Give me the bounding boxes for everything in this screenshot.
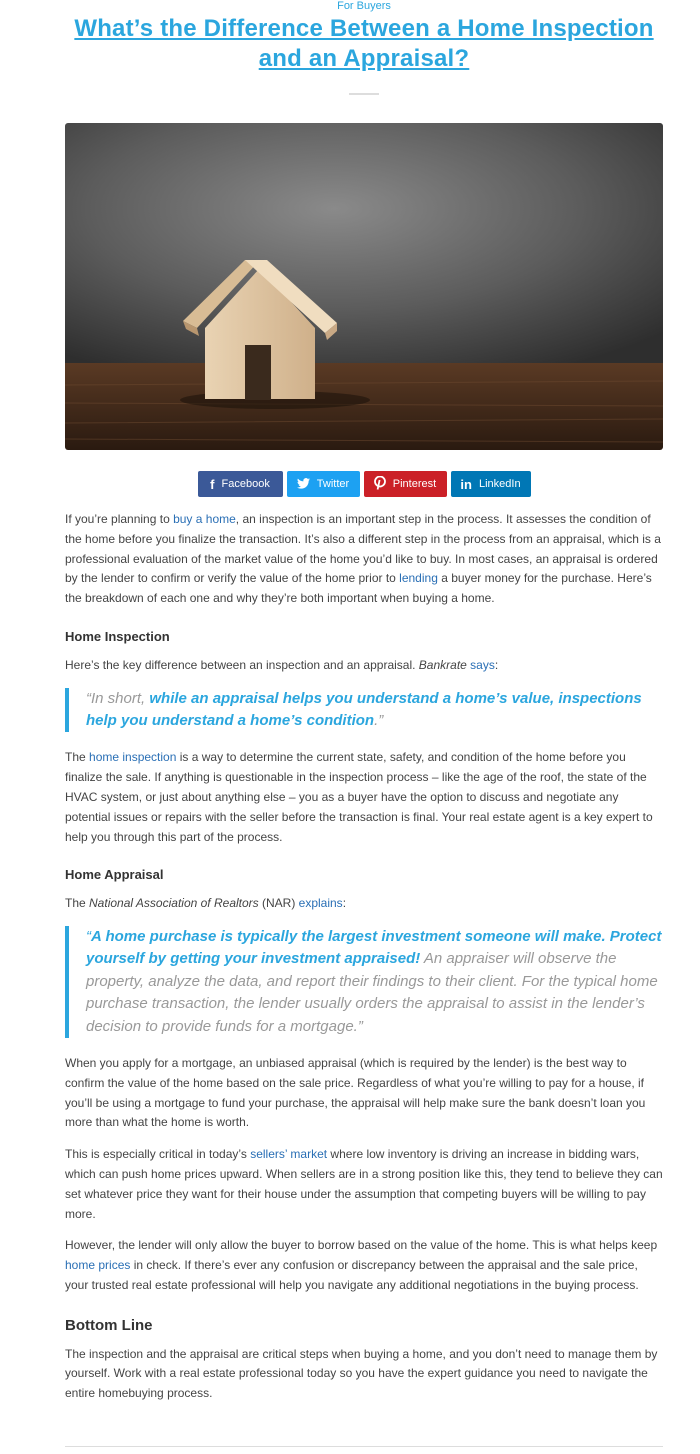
home-appraisal-heading: Home Appraisal bbox=[65, 867, 164, 883]
inspection-quote-highlight: while an appraisal helps you understand a home’s value, inspections help you understand a home’s condition bbox=[86, 689, 642, 729]
lending-link[interactable]: lending bbox=[399, 571, 438, 586]
facebook-share-button[interactable] bbox=[198, 471, 283, 497]
pinterest-share-label: Pinterest bbox=[392, 478, 437, 490]
home-inspection-link[interactable]: home inspection bbox=[89, 750, 177, 765]
facebook-share-label: Facebook bbox=[221, 478, 270, 490]
inspection-lead: Here’s the key difference between an inspection and an appraisal. Bankrate says: bbox=[65, 657, 499, 672]
bankrate-source: Bankrate bbox=[418, 657, 467, 672]
wooden-house-image bbox=[65, 123, 663, 450]
hero-image bbox=[65, 123, 663, 450]
inspection-body: The home inspection is a way to determine the current state, safety, and condition of the home before you finalize the sale. If anything is questionable in the inspection process – like the age of the roof, the state of the HVAC system, or just about anything else – you as a buyer have the option to discuss and negotiate any potential issues or repairs with the seller before the transaction is final. Your real estate agent is a key expert to help you through this part of the process. bbox=[65, 750, 653, 844]
footer-divider bbox=[65, 1446, 663, 1447]
pinterest-share-button[interactable] bbox=[364, 471, 447, 497]
appraisal-paragraph-3: However, the lender will only allow the buyer to borrow based on the value of the home. This is what helps keep home prices in check. If there’s ever any confusion or discrepancy between the appraisal and the sale price, your trusted real estate professional will help you navigate any additional negotiations in the buying process. bbox=[65, 1238, 658, 1292]
buy-a-home-link[interactable]: buy a home bbox=[173, 512, 236, 526]
sellers-market-link[interactable]: sellers’ market bbox=[250, 1147, 328, 1162]
article-title[interactable]: What’s the Difference Between a Home Inspection and an Appraisal? bbox=[74, 15, 654, 72]
appraisal-quote: “A home purchase is typically the largest investment someone will make. Protect yourself by getting your investment appraised! An appraiser will observe the property, analyze the data, and report their findings to their client. For the typical home purchase transaction, the lender usually orders the appraisal to assist in the lender’s decision to provide funds for a mortgage.” bbox=[65, 926, 663, 1038]
article-body bbox=[65, 510, 663, 1416]
title-divider bbox=[349, 93, 379, 95]
inspection-quote: “In short, while an appraisal helps you understand a home’s value, inspections help you understand a home’s condition.” bbox=[65, 688, 663, 733]
twitter-icon bbox=[297, 477, 310, 492]
appraisal-quote-highlight: A home purchase is typically the largest investment someone will make. Protect yourself by getting your investment appraised! bbox=[86, 927, 662, 968]
category-link[interactable]: For Buyers bbox=[337, 0, 391, 12]
linkedin-share-label: LinkedIn bbox=[478, 478, 521, 490]
intro-paragraph: If you’re planning to buy a home, an inspection is an important step in the process. It assesses the condition of the home before you finalize the transaction. It’s also a different step in the process from an appraisal, which is a professional evaluation of the market value of the home you’d like to buy. In most cases, an appraisal is ordered by the lender to confirm or verify the value of the home prior to lending a buyer money for the purchase. Here’s the breakdown of each one and why they’re both important when buying a home. bbox=[65, 512, 661, 606]
bankrate-says-link[interactable]: says bbox=[470, 657, 495, 672]
pinterest-icon bbox=[374, 476, 386, 493]
appraisal-lead: The National Association of Realtors (NAR) explains: bbox=[65, 896, 347, 911]
bottom-line-body: The inspection and the appraisal are critical steps when buying a home, and you don’t need to manage them by yourself. Work with a real estate professional today so you have the expert guidance you need to navigate the entire homebuying process. bbox=[65, 1346, 658, 1401]
appraisal-paragraph-1: When you apply for a mortgage, an unbiased appraisal (which is required by the lender) is the best way to confirm the value of the home based on the sale price. Regardless of what you’re willing to pay for a house, if you’ll be using a mortgage to fund your purchase, the appraisal will help make sure the bank doesn’t loan you more than what the home is worth. bbox=[65, 1056, 646, 1130]
share-bar bbox=[0, 471, 700, 497]
home-inspection-heading: Home Inspection bbox=[65, 628, 170, 644]
facebook-icon: f bbox=[210, 476, 215, 492]
twitter-share-button[interactable] bbox=[287, 471, 360, 497]
twitter-share-label: Twitter bbox=[316, 478, 350, 490]
linkedin-share-button[interactable] bbox=[451, 471, 531, 497]
home-prices-link[interactable]: home prices bbox=[65, 1258, 131, 1273]
appraisal-paragraph-2: This is especially critical in today’s sellers’ market where low inventory is driving an increase in bidding wars, which can push home prices upward. When sellers are in a strong position like this, they tend to believe they can set whatever price they want for their house under the assumption that competing buyers will be willing to pay more. bbox=[65, 1147, 663, 1221]
bottom-line-heading: Bottom Line bbox=[65, 1316, 153, 1334]
nar-source: National Association of Realtors bbox=[89, 896, 259, 911]
linkedin-icon: in bbox=[460, 476, 472, 492]
nar-explains-link[interactable]: explains bbox=[298, 896, 343, 911]
